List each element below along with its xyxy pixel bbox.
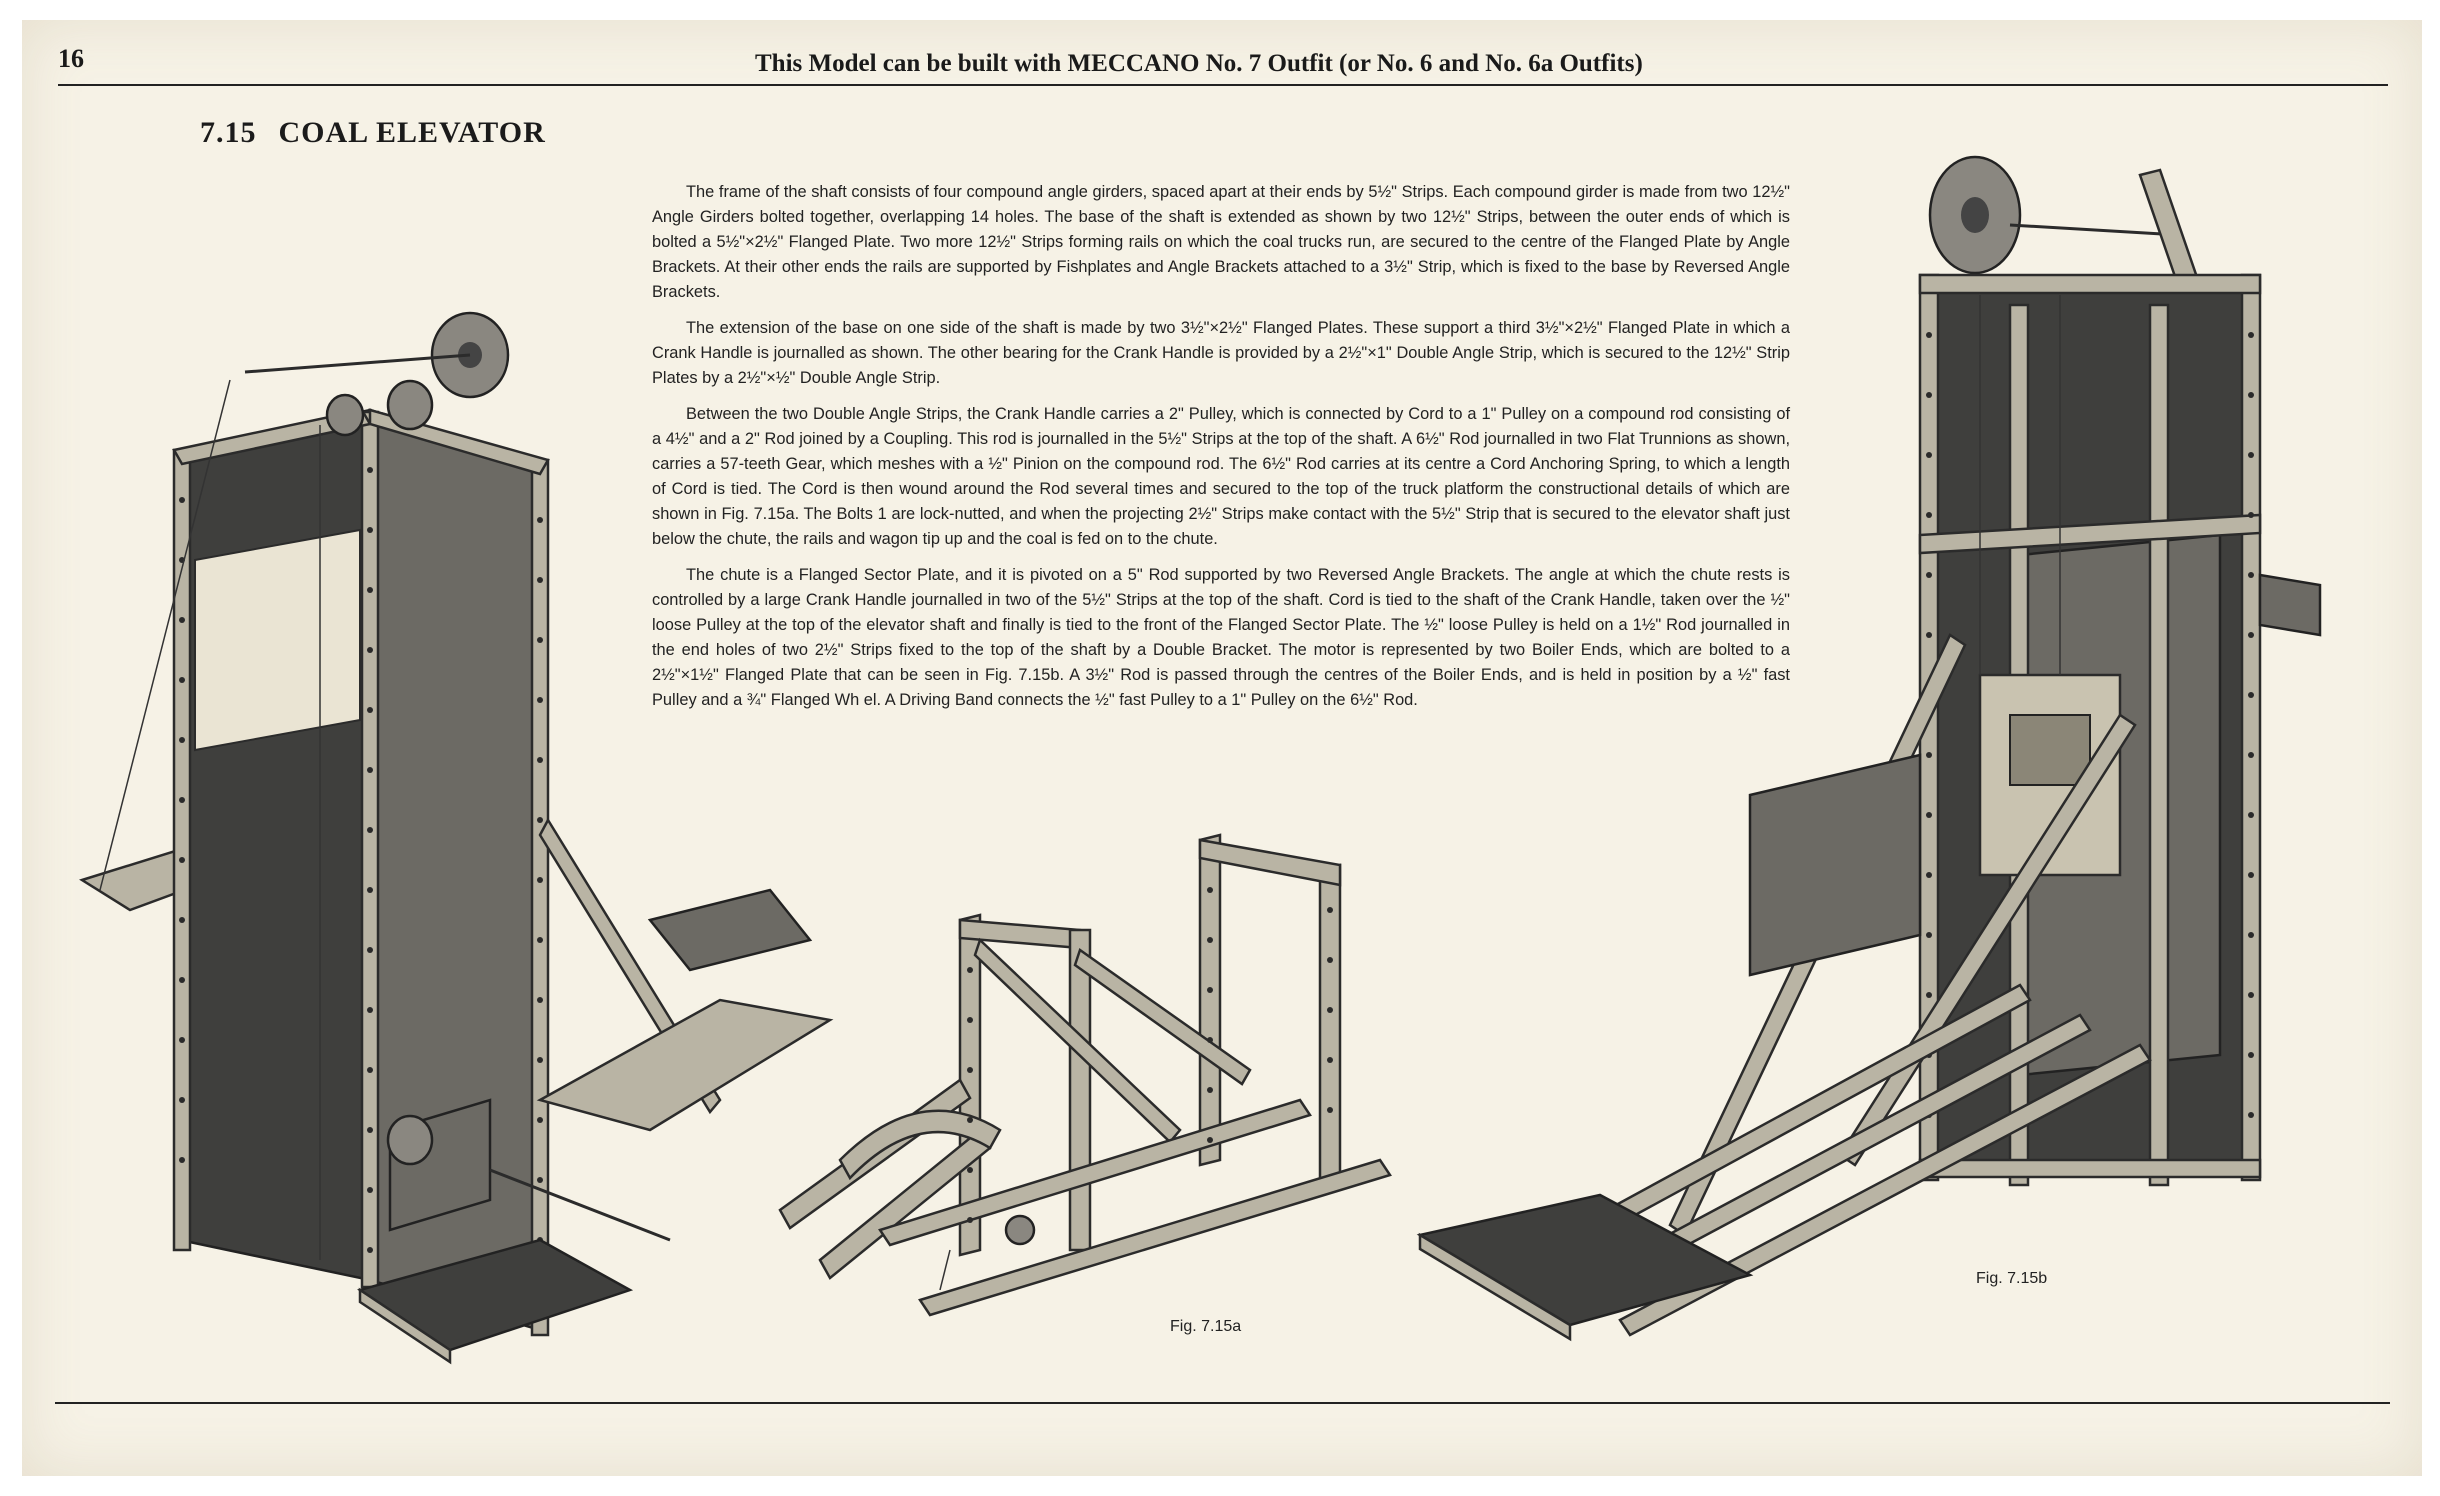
section-title xyxy=(200,116,546,150)
coal-elevator-illustration xyxy=(70,300,710,1390)
paragraph-base-extension: The extension of the base on one side of the shaft is made by two 3½"×2½" Flanged Plates. These support a third 3½"×2½" Flanged Plate in which a Crank Handle is journalled as shown. The other bearing for the Crank Handle is provided by a 2½"×1" Double Angle Strip, which is secured to the 12½" Strip Plates by a 2½"×½" Double Angle Strip. xyxy=(652,319,1790,387)
header-rule xyxy=(58,84,2388,86)
fig-7-15a-caption: Fig. 7.15a xyxy=(1170,1318,1242,1335)
fig-7-15b-illustration xyxy=(1420,155,2320,1355)
paragraph-frame: The frame of the shaft consists of four compound angle girders, spaced apart at their ends by 5½" Strips. Each compound girder is made from two 12½" Angle Girders bolted together, overlapping 14 holes. The base of the shaft is extended as shown by two 12½" Strips, between the outer ends of which is bolted a 5½"×2½" Flanged Plate. Two more 12½" Strips forming rails on which the coal trucks run, are secured to the centre of the Flanged Plate by Angle Brackets. At their other ends the rails are supported by Fishplates and Angle Brackets attached to a 3½" Strip, which is fixed to the base by Reversed Angle Brackets. xyxy=(652,183,1790,301)
page-number: 16 xyxy=(58,44,84,73)
fig-7-15b-caption: Fig. 7.15b xyxy=(1976,1270,2048,1287)
paragraph-chute: The chute is a Flanged Sector Plate, and it is pivoted on a 5" Rod supported by two Reversed Angle Brackets. The angle at which the chute rests is controlled by a large Crank Handle journalled in two of the 5½" Strips at the top of the shaft. Cord is tied to the shaft of the Crank Handle, taken over the ½" loose Pulley at the top of the elevator shaft and finally is tied to the front of the Flanged Sector Plate. The ½" loose Pulley is held on a 1½" Rod journalled in the end holes of two 2½" Strips fixed to the top of the shaft by a Double Bracket. The motor is represented by two Boiler Ends, which are bolted to a 2½"×1½" Flanged Plate that can be seen in Fig. 7.15b. A 3½" Rod is passed through the centres of the Boiler Ends, and is held in position by a ½" fast Pulley and a ¾" Flanged Wh el. A Driving Band connects the ½" fast Pulley to a 1" Pulley on the 6½" Rod. xyxy=(652,566,1790,709)
fig-7-15a-illustration xyxy=(780,830,1400,1320)
paragraph-crank-mechanism: Between the two Double Angle Strips, the Crank Handle carries a 2" Pulley, which is connected by Cord to a 1" Pulley on a compound rod consisting of a 4½" and a 2" Rod joined by a Coupling. This rod is journalled in the 5½" Strips at the top of the shaft. A 6½" Rod journalled in two Flat Trunnions as shown, carries a 57-teeth Gear, which meshes with a ½" Pinion on the compound rod. The 6½" Rod carries at its centre a Cord Anchoring Spring, to which a length of Cord is tied. The Cord is then wound around the Rod several times and secured to the top of the truck platform the constructional details of which are shown in Fig. 7.15a. The Bolts 1 are lock-nutted, and when the projecting 2½" Strips make contact with the 5½" Strip that is secured to the elevator shaft just below the chute, the rails and wagon tip up and the coal is fed on to the chute. xyxy=(652,405,1790,548)
running-header: This Model can be built with MECCANO No. 7 Outfit (or No. 6 and No. 6a Outfits) xyxy=(755,50,1643,77)
section-number: 7.15 xyxy=(200,116,257,149)
footer-rule xyxy=(55,1402,2390,1404)
section-name: COAL ELEVATOR xyxy=(278,116,546,149)
